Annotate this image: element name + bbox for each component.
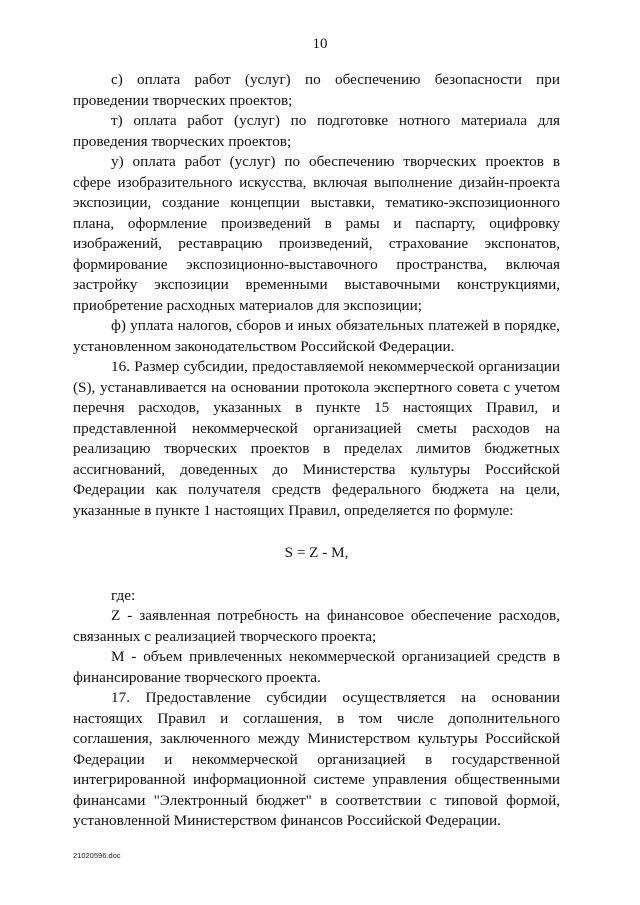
- list-item-s: с) оплата работ (услуг) по обеспечению безопасности при проведении творческих проектов;: [73, 71, 560, 109]
- subsidy-formula: S = Z - M,: [284, 544, 349, 561]
- document-body: [73, 70, 560, 832]
- list-item-f: ф) уплата налогов, сборов и иных обязательных платежей в порядке, установленном законодательством Российской Федерации.: [73, 317, 560, 355]
- definition-z: Z - заявленная потребность на финансовое обеспечение расходов, связанных с реализацией творческого проекта;: [73, 607, 560, 645]
- where-label: где:: [111, 586, 136, 604]
- list-item-t: т) оплата работ (услуг) по подготовке нотного материала для проведения творческих проектов;: [73, 112, 560, 150]
- definition-m: M - объем привлеченных некоммерческой организацией средств в финансирование творческого проекта.: [73, 648, 560, 686]
- page-number: 10: [312, 36, 328, 52]
- clause-17: 17. Предоставление субсидии осуществляется на основании настоящих Правил и соглашения, в том числе дополнительного соглашения, заключенного между Министерством культуры Российской Федерации и некоммерческой организацией в государственной интегрированной информационной системе управления общественными финансами "Электронный бюджет" в соответствии с типовой формой, установленной Министерством финансов Российской Федерации.: [73, 689, 560, 829]
- clause-16: 16. Размер субсидии, предоставляемой некоммерческой организации (S), устанавливается на основании протокола экспертного совета с учетом перечня расходов, указанных в пункте 15 настоящих Правил, и представленной некоммерческой организацией сметы расходов на реализацию творческих проектов в пределах лимитов бюджетных ассигнований, доведенных до Министерства культуры Российской Федерации как получателя средств федерального бюджета на цели, указанные в пункте 1 настоящих Правил, определяется по формуле:: [73, 358, 560, 519]
- footer-filename: 21020596.doc: [73, 851, 121, 860]
- list-item-u: у) оплата работ (услуг) по обеспечению творческих проектов в сфере изобразительного искусства, включая выполнение дизайн-проекта экспозиции, создание концепции выставки, тематико-экспозиционного плана, оформление произведений в рамы и паспарту, оцифровку изображений, реставрацию произведений, страхование экспонатов, формирование экспозиционно-выставочного пространства, включая застройку экспозиции временными выставочными конструкциями, приобретение расходных материалов для экспозиции;: [73, 153, 560, 314]
